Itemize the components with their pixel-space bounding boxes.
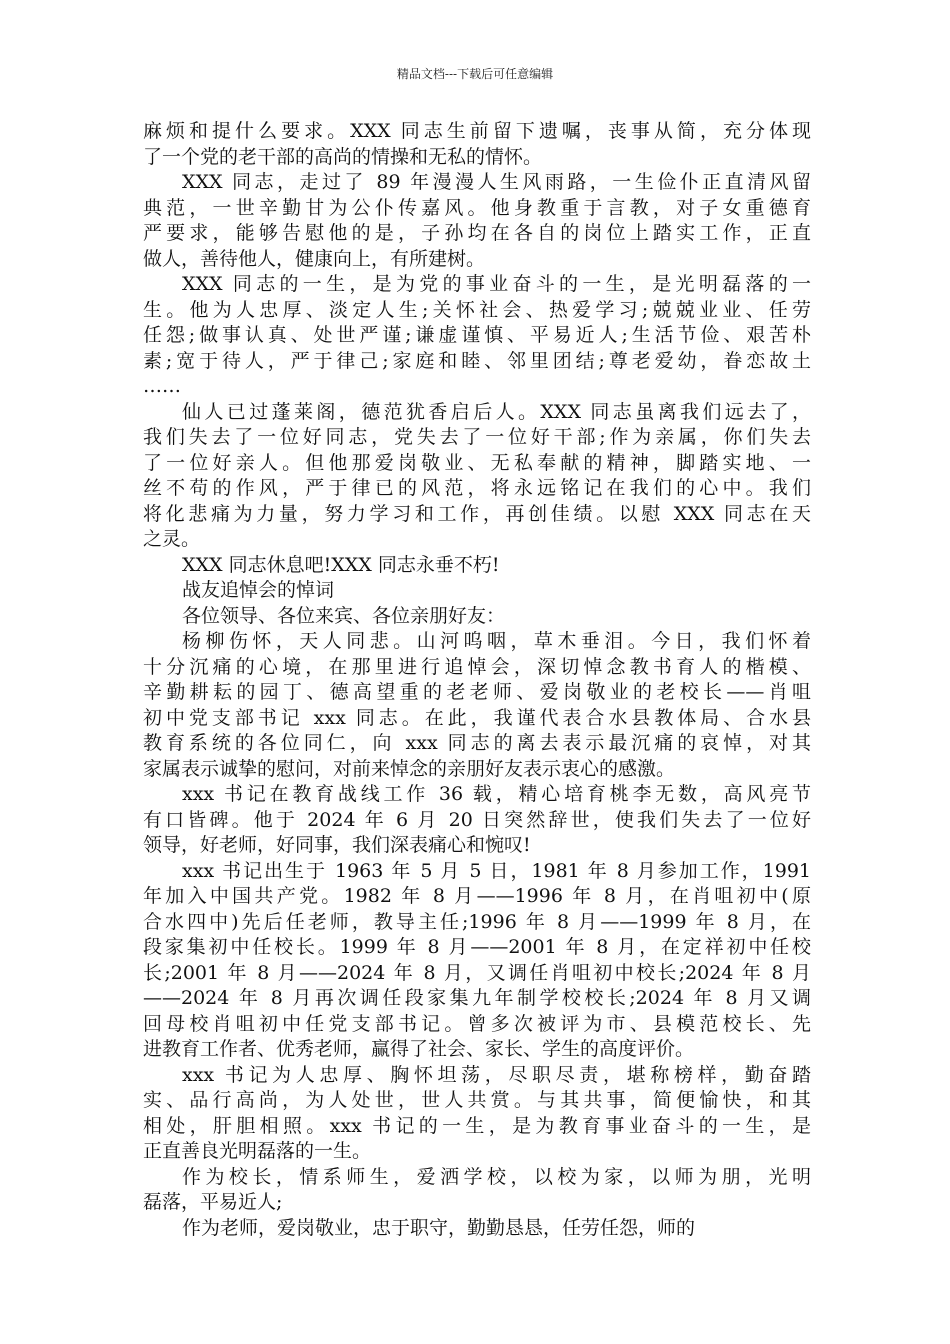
- text-line: 之灵。: [143, 528, 201, 550]
- text-line: ……: [143, 375, 181, 397]
- text-line: 家属表示诚挚的慰问，对前来悼念的亲朋好友表示衷心的感激。: [143, 757, 676, 780]
- text-line: 生。他为人忠厚、淡定人生;关怀社会、热爱学习;兢兢业业、任劳: [143, 298, 811, 321]
- text-line: 领导，好老师，好同事，我们深表痛心和惋叹!: [143, 834, 531, 856]
- paragraph: [143, 170, 811, 272]
- text-line: 进教育工作者、优秀老师，赢得了社会、家长、学生的高度评价。: [143, 1038, 695, 1060]
- text-line: 典范，一世辛勤甘为公仆传嘉风。他身教重于言教，对子女重德育: [143, 196, 811, 219]
- text-line: 了一位好亲人。但他那爱岗敬业、无私奉献的精神，脚踏实地、一: [143, 451, 811, 474]
- text-line: 作为校长，情系师生，爱洒学校，以校为家，以师为朋，光明: [182, 1165, 811, 1188]
- text-line: 有口皆碑。他于 2024 年 6 月 20 日突然辞世，使我们失去了一位好: [143, 808, 811, 831]
- text-line: 将化悲痛为力量，努力学习和工作，再创佳绩。以慰 XXX 同志在天: [143, 502, 811, 525]
- paragraph: [143, 272, 811, 400]
- text-line: 作为老师，爱岗敬业，忠于职守，勤勤恳恳，任劳任怨，师的: [182, 1216, 696, 1239]
- paragraph: [143, 400, 811, 553]
- text-line: 做人，善待他人，健康向上，有所建树。: [143, 247, 486, 270]
- text-line: 初中党支部书记 xxx 同志。在此，我谨代表合水县教体局、合水县: [143, 706, 811, 729]
- text-line: xxx 书记为人忠厚、胸怀坦荡，尽职尽责，堪称榜样，勤奋踏: [182, 1063, 811, 1086]
- text-line: 段家集初中任校长。1999 年 8 月——2001 年 8 月，在定祥初中任校: [143, 936, 811, 958]
- text-line: XXX 同志的一生，是为党的事业奋斗的一生，是光明磊落的一: [182, 273, 811, 295]
- paragraph: [143, 1216, 811, 1242]
- text-line: xxx 书记出生于 1963 年 5 月 5 日，1981 年 8 月参加工作，1991: [182, 859, 811, 882]
- paragraph: [143, 859, 811, 1063]
- text-line: 战友追悼会的悼词: [182, 579, 335, 601]
- text-line: 任怨;做事认真、处世严谨;谦虚谨慎、平易近人;生活节俭、艰苦朴: [143, 324, 811, 346]
- paragraph: [143, 553, 811, 579]
- text-line: 磊落，平易近人;: [143, 1191, 283, 1213]
- text-line: 正直善良光明磊落的一生。: [143, 1140, 372, 1162]
- paragraph: [143, 1165, 811, 1216]
- text-line: 相处，肝胆相照。xxx 书记的一生，是为教育事业奋斗的一生，是: [143, 1114, 811, 1137]
- text-line: 杨柳伤怀，天人同悲。山河呜咽，草木垂泪。今日，我们怀着: [182, 630, 811, 652]
- text-line: 仙人已过蓬莱阁，德范犹香启后人。XXX 同志虽离我们远去了，: [182, 400, 811, 423]
- text-line: 年加入中国共产党。1982 年 8 月——1996 年 8 月，在肖咀初中(原: [143, 885, 811, 907]
- paragraph: [143, 782, 811, 859]
- page-header: 精品文档---下载后可任意编辑: [396, 67, 554, 81]
- text-line: 长;2001 年 8 月——2024 年 8 月，又调任肖咀初中校长;2024 年 8 月: [143, 961, 811, 984]
- text-line: ——2024 年 8 月再次调任段家集九年制学校校长;2024 年 8 月又调: [143, 987, 811, 1009]
- text-line: 十分沉痛的心境，在那里进行追悼会，深切悼念教书育人的楷模、: [143, 655, 811, 678]
- text-line: 了一个党的老干部的高尚的情操和无私的情怀。: [143, 145, 543, 168]
- paragraph: [143, 604, 811, 630]
- paragraph: [143, 629, 811, 782]
- text-line: 辛勤耕耘的园丁、德高望重的老老师、爱岗敬业的老校长——肖咀: [143, 681, 811, 703]
- text-line: XXX 同志休息吧!XXX 同志永垂不朽!: [182, 553, 500, 576]
- text-line: 素;宽于待人，严于律己;家庭和睦、邻里团结;尊老爱幼，眷恋故土: [143, 349, 811, 372]
- text-line: 麻烦和提什么要求。XXX 同志生前留下遗嘱，丧事从简，充分体现: [143, 120, 811, 142]
- text-line: XXX 同志，走过了 89 年漫漫人生风雨路，一生俭仆正直清风留: [182, 171, 811, 193]
- text-line: 回母校肖咀初中任党支部书记。曾多次被评为市、县模范校长、先: [143, 1012, 811, 1035]
- paragraph: [143, 1063, 811, 1165]
- text-line: 各位领导、各位来宾、各位亲朋好友：: [182, 604, 506, 627]
- text-line: 合水四中)先后任老师，教导主任;1996 年 8 月——1999 年 8 月，在: [143, 910, 811, 933]
- paragraph: [143, 119, 811, 170]
- text-line: 丝不苟的作风，严于律已的风范，将永远铭记在我们的心中。我们: [143, 477, 811, 499]
- document-body: [143, 119, 811, 1241]
- text-line: 严要求，能够告慰他的是，子孙均在各自的岗位上踏实工作，正直: [143, 222, 811, 244]
- text-line: 我们失去了一位好同志，党失去了一位好干部;作为亲属，你们失去: [143, 426, 811, 448]
- text-line: 教育系统的各位同仁，向 xxx 同志的离去表示最沉痛的哀悼，对其: [143, 732, 811, 754]
- text-line: xxx 书记在教育战线工作 36 载，精心培育桃李无数，高风亮节: [182, 783, 811, 805]
- text-line: 实、品行高尚，为人处世，世人共赏。与其共事，简便愉快，和其: [143, 1089, 811, 1111]
- paragraph: [143, 578, 811, 604]
